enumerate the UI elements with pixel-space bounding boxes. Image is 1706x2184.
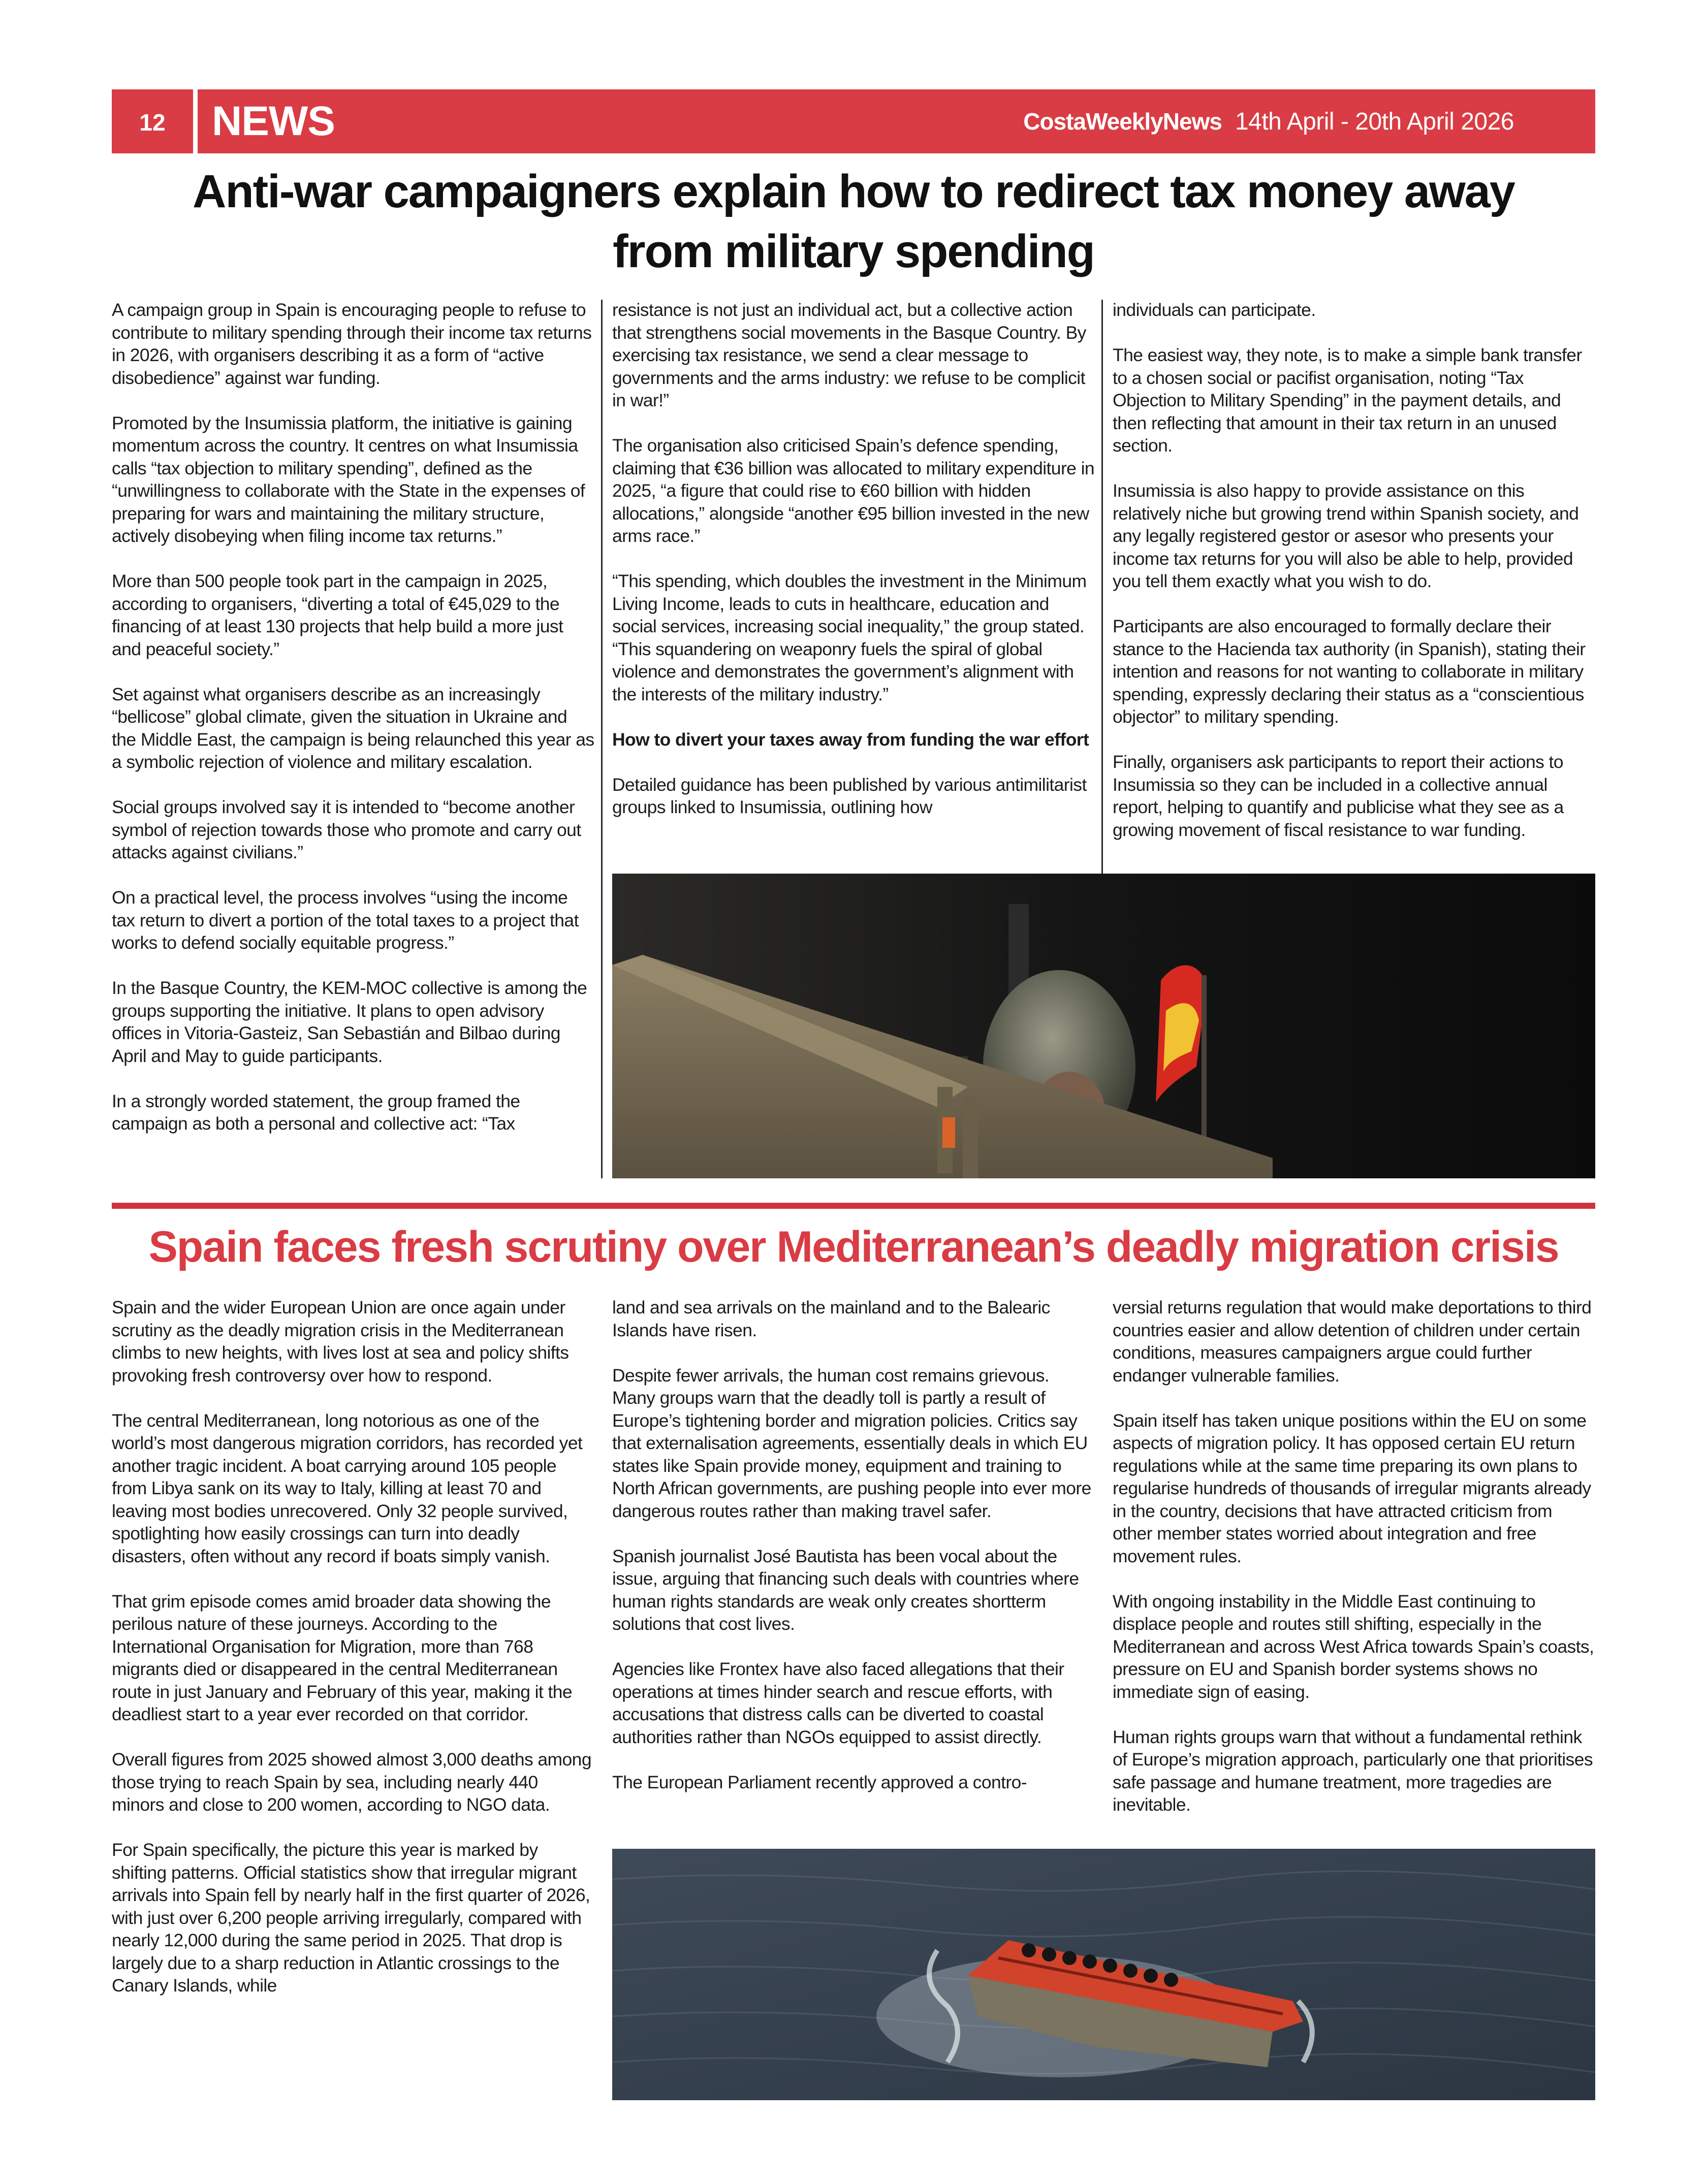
paragraph: A campaign group in Spain is encouraging people to refuse to contribute to military spending through their income tax returns in 2026, with organisers describing it as a form of “active disobedience” against war funding.: [112, 300, 592, 388]
article2-headline: Spain faces fresh scrutiny over Mediterranean’s deadly migration crisis: [148, 1223, 1559, 1271]
paragraph: resistance is not just an individual act, but a collective action that strengthens social movements in the Basque Country. By exercising tax resistance, we send a clear message to governments and the arms industry: we refuse to be complicit in war!”: [612, 300, 1086, 410]
boat-image: [612, 1849, 1595, 2100]
paragraph: More than 500 people took part in the campaign in 2025, according to organisers, “diverting a total of €45,029 to the financing of at least 130 projects that help build a more just and peaceful society.”: [112, 571, 563, 659]
paragraph: individuals can participate.: [1113, 300, 1316, 320]
article2-column-2: [612, 1296, 1095, 1793]
article1-column-1: [112, 299, 594, 1135]
paragraph: Promoted by the Insumissia platform, the initiative is gaining momentum across the country. It centres on what Insumissia calls “tax objection to military spending”, defined as the “unwillingness to collaborate with the State in the expenses of preparing for wars and maintaining the military structure, actively disobeying when filing income tax returns.”: [112, 412, 585, 546]
article1-subheading: How to divert your taxes away from funding the war effort: [612, 729, 1089, 750]
column-divider: [601, 300, 603, 1178]
article1-column-2: [612, 299, 1095, 819]
paragraph: In the Basque Country, the KEM-MOC collective is among the groups supporting the initiative. It plans to open advisory offices in Vitoria-Gasteiz, San Sebastián and Bilbao during April and May to guide participants.: [112, 978, 587, 1066]
paragraph: Participants are also encouraged to formally declare their stance to the Hacienda tax authority (in Spanish), stating their intention and reasons for not wanting to collaborate in military spending, expressly declaring their status as a “conscientious objector” to military spending.: [1113, 616, 1586, 727]
section-divider: [112, 1203, 1595, 1209]
paragraph: Despite fewer arrivals, the human cost remains grievous. Many groups warn that the deadly toll is partly a result of Europe’s tightening border and migration policies. Critics say that externalisation agreements, essentially deals in which EU states like Spain provide money, equipment and training to North African governments, are pushing people into ever more dangerous routes rather than making travel safer.: [612, 1365, 1091, 1521]
section-header-bar: [112, 89, 1595, 153]
paragraph: Agencies like Frontex have also faced allegations that their operations at times hinder search and rescue efforts, with accusations that distress calls can be diverted to coastal authorities rather than NGOs equipped to assist directly.: [612, 1659, 1064, 1747]
paragraph: Overall figures from 2025 showed almost 3,000 deaths among those trying to reach Spain by sea, including nearly 440 minors and close to 200 women, according to NGO data.: [112, 1749, 591, 1815]
paragraph: versial returns regulation that would make deportations to third countries easier and allow detention of children under certain conditions, measures campaigners argue could further endanger vulnerable families.: [1113, 1297, 1592, 1386]
paragraph: On a practical level, the process involves “using the income tax return to divert a portion of the total taxes to a project that works to defend socially equitable progress.”: [112, 887, 579, 953]
masthead: [1023, 108, 1514, 136]
issue-dateline: 14th April - 20th April 2026: [1235, 108, 1514, 135]
section-banner: [198, 89, 1595, 153]
article1-headline-line2: from military spending: [613, 226, 1094, 277]
article1-headline: [112, 162, 1595, 281]
article2-column-1: [112, 1296, 594, 1997]
paragraph: “This spending, which doubles the investment in the Minimum Living Income, leads to cuts in healthcare, education and social services, increasing social inequality,” the group stated. “This squandering on weaponry fuels the spiral of global violence and demonstrates the government’s alignment with the interests of the military industry.”: [612, 571, 1087, 704]
paragraph: Detailed guidance has been published by various antimilitarist groups linked to Insumissia, outlining how: [612, 774, 1087, 817]
column-divider: [1101, 300, 1103, 899]
paragraph: Spanish journalist José Bautista has been vocal about the issue, arguing that financing such deals with countries where human rights standards are weak only creates shortterm solutions that cost lives.: [612, 1546, 1079, 1634]
paragraph: In a strongly worded statement, the group framed the campaign as both a personal and collective act: “Tax: [112, 1090, 520, 1134]
paragraph: Spain and the wider European Union are once again under scrutiny as the deadly migration crisis in the Mediterranean climbs to new heights, with lives lost at sea and policy shifts provoking fresh controversy over how to respond.: [112, 1297, 569, 1386]
paragraph: Insumissia is also happy to provide assistance on this relatively niche but growing trend within Spanish society, and any legally registered gestor or asesor who presents your income tax returns for you will also be able to help, provided you tell them exactly what you wish to do.: [1113, 480, 1579, 591]
article2-column-3: [1113, 1296, 1595, 1816]
article1-headline-line1: Anti-war campaigners explain how to redirect tax money away: [193, 166, 1514, 217]
brand-name: CostaWeeklyNews: [1023, 108, 1222, 135]
soldier-image: [612, 874, 1595, 1178]
paragraph: The easiest way, they note, is to make a simple bank transfer to a chosen social or pacifist organisation, noting “Tax Objection to Military Spending” in the payment details, and then reflecting that amount in their tax return in an unused section.: [1113, 345, 1582, 456]
soldier-photo: [612, 874, 1595, 1178]
capsized-boat-photo: [612, 1849, 1595, 2100]
paragraph: Finally, organisers ask participants to report their actions to Insumissia so they can be included in a collective annual report, helping to quantify and publicise what they see as a growing movement of fiscal resistance to war funding.: [1113, 752, 1564, 840]
paragraph: Set against what organisers describe as an increasingly “bellicose” global climate, given the situation in Ukraine and the Middle East, the campaign is being relaunched this year as a symbolic rejection of violence and military escalation.: [112, 684, 594, 772]
paragraph: That grim episode comes amid broader data showing the perilous nature of these journeys. According to the International Organisation for Migration, more than 768 migrants died or disappeared in the central Mediterranean route in just January and February of this year, making it the deadliest start to a year ever recorded on that corridor.: [112, 1591, 573, 1724]
section-label: NEWS: [212, 98, 335, 144]
paragraph: Human rights groups warn that without a fundamental rethink of Europe’s migration approach, particularly one that prioritises safe passage and humane treatment, more tragedies are inevitable.: [1113, 1726, 1593, 1815]
paragraph: With ongoing instability in the Middle East continuing to displace people and routes still shifting, especially in the Mediterranean and across West Africa towards Spain’s coasts, pressure on EU and Spanish border systems shows no immediate sign of easing.: [1113, 1591, 1594, 1702]
paragraph: The organisation also criticised Spain’s defence spending, claiming that €36 billion was allocated to military expenditure in 2025, “a figure that could rise to €60 billion with hidden allocations,” alongside “another €95 billion invested in the new arms race.”: [612, 435, 1095, 546]
paragraph: The central Mediterranean, long notorious as one of the world’s most dangerous migration corridors, has recorded yet another tragic incident. A boat carrying around 105 people from Libya sank on its way to Italy, killing at least 70 and leaving most bodies unrecovered. Only 32 people survived, spotlighting how easily crossings can turn into deadly disasters, often without any record if boats simply vanish.: [112, 1410, 583, 1566]
paragraph: For Spain specifically, the picture this year is marked by shifting patterns. Official statistics show that irregular migrant arrivals into Spain fell by nearly half in the first quarter of 2026, with just over 6,200 people arriving irregularly, compared with nearly 12,000 during the same period in 2025. That drop is largely due to a sharp reduction in Atlantic crossings to the Canary Islands, while: [112, 1840, 590, 1996]
article1-column-3: [1113, 299, 1595, 841]
page-number: 12: [112, 89, 193, 153]
paragraph: Social groups involved say it is intended to “become another symbol of rejection towards those who promote and carry out attacks against civilians.”: [112, 797, 581, 862]
paragraph: land and sea arrivals on the mainland and to the Balearic Islands have risen.: [612, 1297, 1050, 1340]
paragraph: The European Parliament recently approved a contro-: [612, 1772, 1027, 1792]
paragraph: Spain itself has taken unique positions within the EU on some aspects of migration policy. It has opposed certain EU return regulations while at the same time preparing its own plans to regularise hundreds of thousands of irregular migrants already in the country, decisions that have attracted criticism from other member states worried about integration and free movement rules.: [1113, 1410, 1591, 1566]
